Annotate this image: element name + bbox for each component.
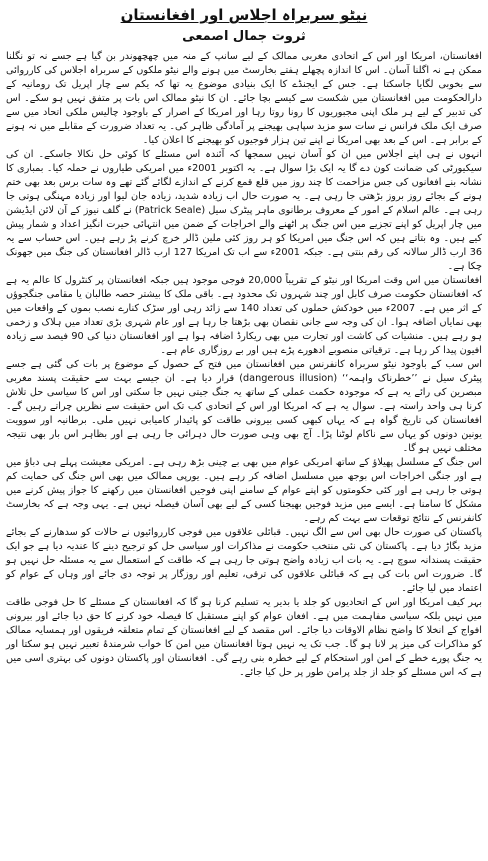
article-paragraph: انہوں نے ہی اپنے اجلاس میں ان کو آسان نہیں سمجھا کہ آئندہ اس مسئلے کا کوئی حل نکالا جاسکے۔ ان کی سیکیورٹی کی ضمانت کون دے گا یہ ایک بڑا سوال ہے۔ یہ اکتوبر 2001ء میں امریکی طیاروں نے حملہ کیا۔ بمباری کا نشانہ بنے افغانوں کی جس مزاحمت کا چند روز میں قلع قمع کرنے کے اندازے لگائے گئے تھے وہ سات برس بعد بھی ختم ہونے کے بجائے روز بروز بڑھتی جا رہی ہے۔ یہ صورت حال اب زیادہ شدید، زیادہ جان لیوا اور زیادہ مہنگی ہوتی جا رہی ہے۔ عالم اسلام کے امور کے معروف برطانوی ماہر پیٹرک سیل (Patrick Seale) نے گلف نیوز کے آن لائن ایڈیشن میں چار اپریل کو اپنے تجزیے میں اس جنگ پر اٹھنے والے اخراجات کے ضمن میں انتہائی حیرت انگیز اعداد و شمار پیش کیے ہیں۔ وہ بتاتے ہیں کہ اس جنگ میں امریکا کو ہر روز کئی ملین ڈالر خرچ کرنے پڑ رہے ہیں۔ اس حساب سے یہ 36 ارب ڈالر سالانہ کی رقم بنتی ہے۔ جبکہ 2001ء سے اب تک امریکا 127 ارب ڈالر افغانستان کی جنگ میں جھونک چکا ہے۔: [6, 149, 483, 272]
article-byline: ثروت جمال اصمعی: [182, 29, 306, 44]
article-headline: نیٹو سربراہ اجلاس اور افغانستان: [120, 6, 368, 24]
article-paragraph: اس سب کے باوجود نیٹو سربراہ کانفرنس میں افغانستان میں فتح کے حصول کے موضوع پر بات کی گئی ہے جسے پیٹرک سیل نے ’’خطرناک واہمہ‘‘ (dangerous illusion) قرار دیا ہے۔ ان جیسے بہت سے حقیقت پسند مغربی مبصرین کی رائے یہ ہے کہ موجودہ حکمت عملی کے ساتھ یہ جنگ جیتی نہیں جا سکتی اور اس کا سیاسی حل تلاش کرنا ہی واحد راستہ ہے۔ سوال یہ ہے کہ امریکا اور اس کے اتحادی کب تک اس حقیقت سے نظریں چراتے رہیں گے۔ افغانستان کی تاریخ گواہ ہے کہ یہاں کبھی کسی بیرونی طاقت کو پائیدار کامیابی نہیں ملی۔ برطانیہ اور سوویت یونین دونوں کو یہاں سے ناکام لوٹنا پڑا۔ آج بھی وہی صورت حال دہرائی جا رہی ہے اور بظاہر اس بار بھی نتیجہ مختلف نہیں ہو گا۔: [6, 359, 482, 454]
article-paragraph: بہر کیف امریکا اور اس کے اتحادیوں کو جلد یا بدیر یہ تسلیم کرنا ہو گا کہ افغانستان کے مسئلے کا حل فوجی طاقت میں نہیں بلکہ سیاسی مفاہمت میں ہے۔ افغان عوام کو اپنے مستقبل کا فیصلہ خود کرنے کا حق دیا جائے اور بیرونی افواج کے انخلا کا واضح نظام الاوقات دیا جائے۔ اس مقصد کے لیے افغانستان کے تمام متعلقہ فریقوں اور ہمسایہ ممالک کو مذاکرات کی میز پر لانا ہو گا۔ جب تک یہ نہیں ہوتا افغانستان میں امن کا خواب شرمندۂ تعبیر نہیں ہو سکتا اور یہ جنگ پورے خطے کے امن اور استحکام کے لیے خطرہ بنی رہے گی۔ افغانستان اور پاکستان دونوں کی بہتری اسی میں ہے کہ اس مسئلے کو جلد از جلد پرامن طور پر حل کیا جائے۔: [6, 597, 482, 678]
article-paragraph: اس جنگ کے مسلسل پھیلاؤ کے ساتھ امریکی عوام میں بھی بے چینی بڑھ رہی ہے۔ امریکی معیشت پہلے ہی دباؤ میں ہے اور جنگی اخراجات اس بوجھ میں مسلسل اضافہ کر رہے ہیں۔ یورپی ممالک میں بھی اس جنگ کی حمایت کم ہوتی جا رہی ہے اور کئی حکومتوں کو اپنے عوام کے سامنے اپنی فوجیں افغانستان میں رکھنے کا جواز پیش کرنے میں مشکل کا سامنا ہے۔ ایسے میں مزید فوجیں بھیجنا کسی کے لیے بھی آسان فیصلہ نہیں ہے۔ یہی وجہ ہے کہ بخارسٹ کانفرنس کے نتائج توقعات سے بہت کم رہے۔: [6, 457, 482, 524]
article-paragraph: پاکستان کی صورت حال بھی اس سے الگ نہیں۔ قبائلی علاقوں میں فوجی کارروائیوں نے حالات کو سدھارنے کے بجائے مزید بگاڑ دیا ہے۔ پاکستان کی نئی منتخب حکومت نے مذاکرات اور سیاسی حل کو ترجیح دینے کا عندیہ دیا ہے جو ایک حقیقت پسندانہ سوچ ہے۔ یہ بات اب زیادہ واضح ہوتی جا رہی ہے کہ طاقت کے استعمال سے یہ مسئلہ حل نہیں ہو گا۔ ضرورت اس بات کی ہے کہ قبائلی علاقوں کی ترقی، تعلیم اور روزگار پر توجہ دی جائے اور وہاں کے عوام کو اعتماد میں لیا جائے۔: [6, 527, 482, 594]
article-paragraph: افغانستان میں اس وقت امریکا اور نیٹو کے تقریباً 20,000 فوجی موجود ہیں جبکہ افغانستان پر کنٹرول کا عالم یہ ہے کہ افغانستان حکومت صرف کابل اور چند شہروں تک محدود ہے۔ باقی ملک کا بیشتر حصہ طالبان یا مقامی جنگجوؤں کے اثر میں ہے۔ 2007ء میں خودکش حملوں کی تعداد 140 سے زائد رہی اور سڑک کنارے نصب بموں کے واقعات میں بھی نمایاں اضافہ ہوا۔ ان کی وجہ سے جانی نقصان بھی بڑھتا جا رہا ہے اور عام شہری بڑی تعداد میں ہلاک و زخمی ہو رہے ہیں۔ منشیات کی کاشت اور تجارت میں بھی ریکارڈ اضافہ ہوا ہے اور افغانستان دنیا کی 90 فیصد سے زیادہ افیون پیدا کر رہا ہے۔ ترقیاتی منصوبے ادھورے پڑے ہیں اور بے روزگاری عام ہے۔: [6, 275, 483, 356]
article-paragraph: افغانستان، امریکا اور اس کے اتحادی مغربی ممالک کے لیے سانپ کے منہ میں چھچھوندر بن گیا ہے جسے نہ تو نگلنا ممکن ہے نہ اگلنا آسان۔ اس کا اندازہ پچھلے ہفتے بخارسٹ میں ہونے والے نیٹو ملکوں کے سربراہ اجلاس کی کارروائی سے بخوبی لگایا جاسکتا ہے۔ جس کے ایجنڈے کا ایک بنیادی موضوع یہ تھا کہ یکم سے چار اپریل تک رومانیہ کے دارالحکومت میں افغانستان میں شکست سے کیسے بچا جائے۔ ان کا نیٹو ممالک اس بات پر متفق نہیں ہو سکے۔ اس کی تدبیر کے لیے ہر ملک اپنی مجبوریوں کا رونا روتا رہا اور امریکا کے اصرار کے باوجود چالیس ملکی اتحاد میں سے صرف ایک ملک فرانس نے سات سو مزید سپاہی بھیجنے پر آمادگی ظاہر کی۔ یہ تعداد ضرورت کے مقابلے میں نہ ہونے کے برابر ہے۔ اس کے بعد بھی امریکا نے اپنے تین ہزار فوجیوں کو بھیجنے کا اعلان کیا۔: [6, 51, 482, 146]
article-body: [6, 50, 482, 680]
